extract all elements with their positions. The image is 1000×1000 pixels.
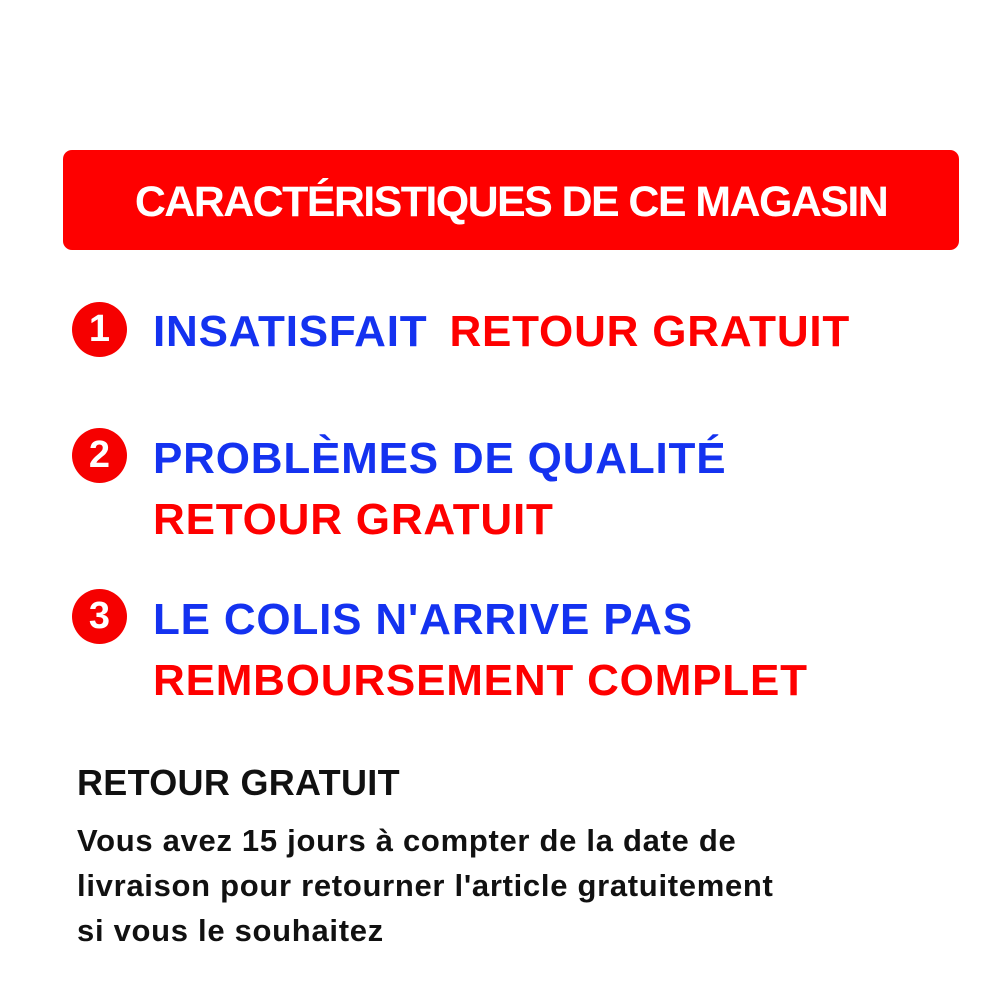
- banner-title: CARACTÉRISTIQUES DE CE MAGASIN: [134, 177, 888, 226]
- note-line: livraison pour retourner l'article gratuitement: [77, 868, 774, 903]
- feature-line: [153, 307, 851, 356]
- store-features-banner: [63, 150, 959, 250]
- number-badge-3: 3: [72, 589, 127, 644]
- feature-condition: PROBLÈMES DE QUALITÉ: [153, 434, 727, 483]
- number-badge-2: 2: [72, 428, 127, 483]
- feature-benefit: RETOUR GRATUIT: [449, 307, 851, 356]
- feature-condition: INSATISFAIT: [153, 307, 428, 356]
- note-body: [77, 818, 957, 953]
- feature-benefit: REMBOURSEMENT COMPLET: [153, 656, 808, 705]
- feature-condition: LE COLIS N'ARRIVE PAS: [153, 595, 693, 644]
- number-badge-1: 1: [72, 302, 127, 357]
- note-line: si vous le souhaitez: [77, 913, 384, 948]
- note-title: RETOUR GRATUIT: [77, 762, 400, 803]
- feature-benefit: RETOUR GRATUIT: [153, 495, 554, 544]
- note-line: Vous avez 15 jours à compter de la date de: [77, 823, 737, 858]
